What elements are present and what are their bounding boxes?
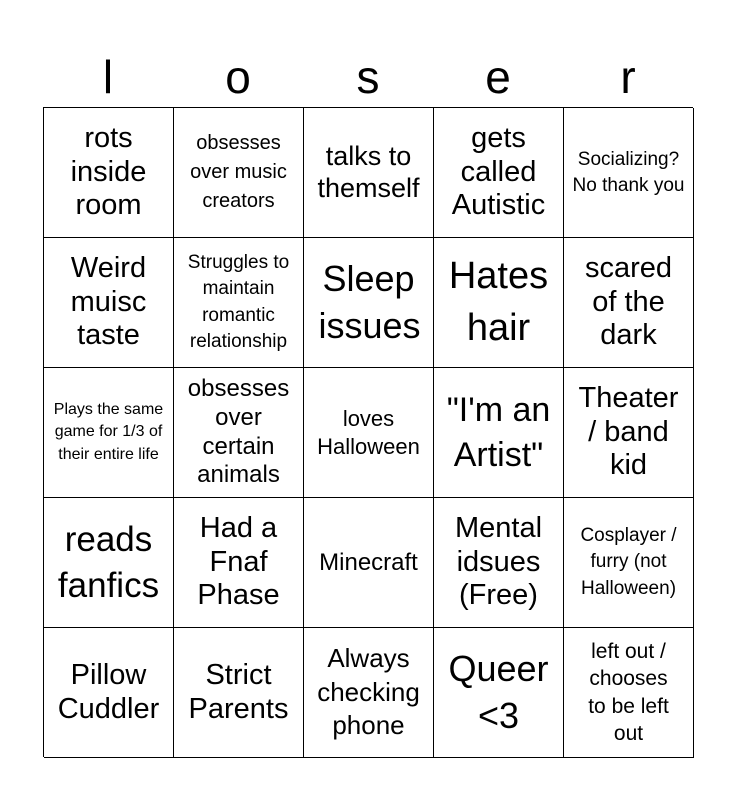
bingo-cell-text: gets called Autistic: [451, 122, 546, 222]
bingo-cell-text: scared of the dark: [584, 252, 673, 352]
bingo-cell[interactable]: [174, 108, 304, 238]
bingo-cell[interactable]: [564, 628, 694, 758]
bingo-cell[interactable]: [174, 238, 304, 368]
bingo-cell-text: Sleep issues: [318, 257, 421, 346]
header-letter-s: s: [356, 51, 380, 103]
bingo-cell-text: Hates hair: [448, 255, 549, 349]
bingo-cell[interactable]: [434, 498, 564, 628]
bingo-cell[interactable]: [44, 628, 174, 758]
bingo-cell[interactable]: [44, 368, 174, 498]
bingo-cell-text: talks to themself: [317, 141, 420, 203]
bingo-cell-text: rots inside room: [70, 122, 147, 222]
bingo-cell[interactable]: [434, 238, 564, 368]
bingo-cell-text: Strict Parents: [188, 659, 289, 725]
bingo-cell-text: left out / chooses to be left out: [588, 639, 669, 745]
bingo-cell-text: obsesses over music creators: [190, 132, 287, 212]
bingo-cell[interactable]: [304, 628, 434, 758]
bingo-cell-text: Weird muisc taste: [70, 252, 147, 352]
header-letter-r: r: [620, 51, 636, 103]
bingo-cell-text: "I'm an Artist": [446, 391, 551, 474]
bingo-cell-text: Cosplayer / furry (not Halloween): [580, 525, 677, 599]
header-letter-l: l: [102, 51, 114, 103]
bingo-cell[interactable]: [434, 108, 564, 238]
bingo-cell[interactable]: [564, 238, 694, 368]
header-letter-o: o: [225, 51, 251, 103]
bingo-header: [43, 48, 693, 106]
bingo-cell-text: Theater / band kid: [578, 382, 679, 482]
bingo-cell[interactable]: [174, 498, 304, 628]
bingo-cell[interactable]: [44, 498, 174, 628]
bingo-cell[interactable]: [434, 368, 564, 498]
bingo-cell[interactable]: [304, 498, 434, 628]
bingo-cell[interactable]: [434, 628, 564, 758]
bingo-cell-text: Pillow Cuddler: [57, 659, 160, 725]
bingo-cell[interactable]: [564, 108, 694, 238]
bingo-cell-text: Plays the same game for 1/3 of their entire life: [53, 400, 164, 463]
bingo-cell-text: Always checking phone: [317, 642, 420, 741]
bingo-cell-text: Socializing? No thank you: [572, 148, 685, 196]
bingo-cell[interactable]: [44, 108, 174, 238]
bingo-cell[interactable]: [174, 368, 304, 498]
bingo-cell-text: obsesses over certain animals: [187, 374, 290, 489]
bingo-cell-text: Had a Fnaf Phase: [197, 512, 280, 612]
bingo-board: [43, 107, 693, 757]
bingo-cell-text: Struggles to maintain romantic relationship: [187, 252, 290, 352]
bingo-cell[interactable]: [44, 238, 174, 368]
bingo-cell-text: Mental idsues (Free): [454, 512, 543, 612]
header-letter-e: e: [485, 51, 511, 103]
bingo-cell[interactable]: [304, 238, 434, 368]
bingo-cell[interactable]: [564, 368, 694, 498]
bingo-cell[interactable]: [304, 368, 434, 498]
bingo-cell[interactable]: [174, 628, 304, 758]
bingo-cell-text: Minecraft: [319, 548, 418, 576]
bingo-cell-text: loves Halloween: [317, 406, 420, 459]
bingo-cell-text: reads fanfics: [57, 520, 160, 605]
bingo-cell[interactable]: [304, 108, 434, 238]
bingo-cell-text: Queer <3: [448, 647, 549, 736]
bingo-cell[interactable]: [564, 498, 694, 628]
